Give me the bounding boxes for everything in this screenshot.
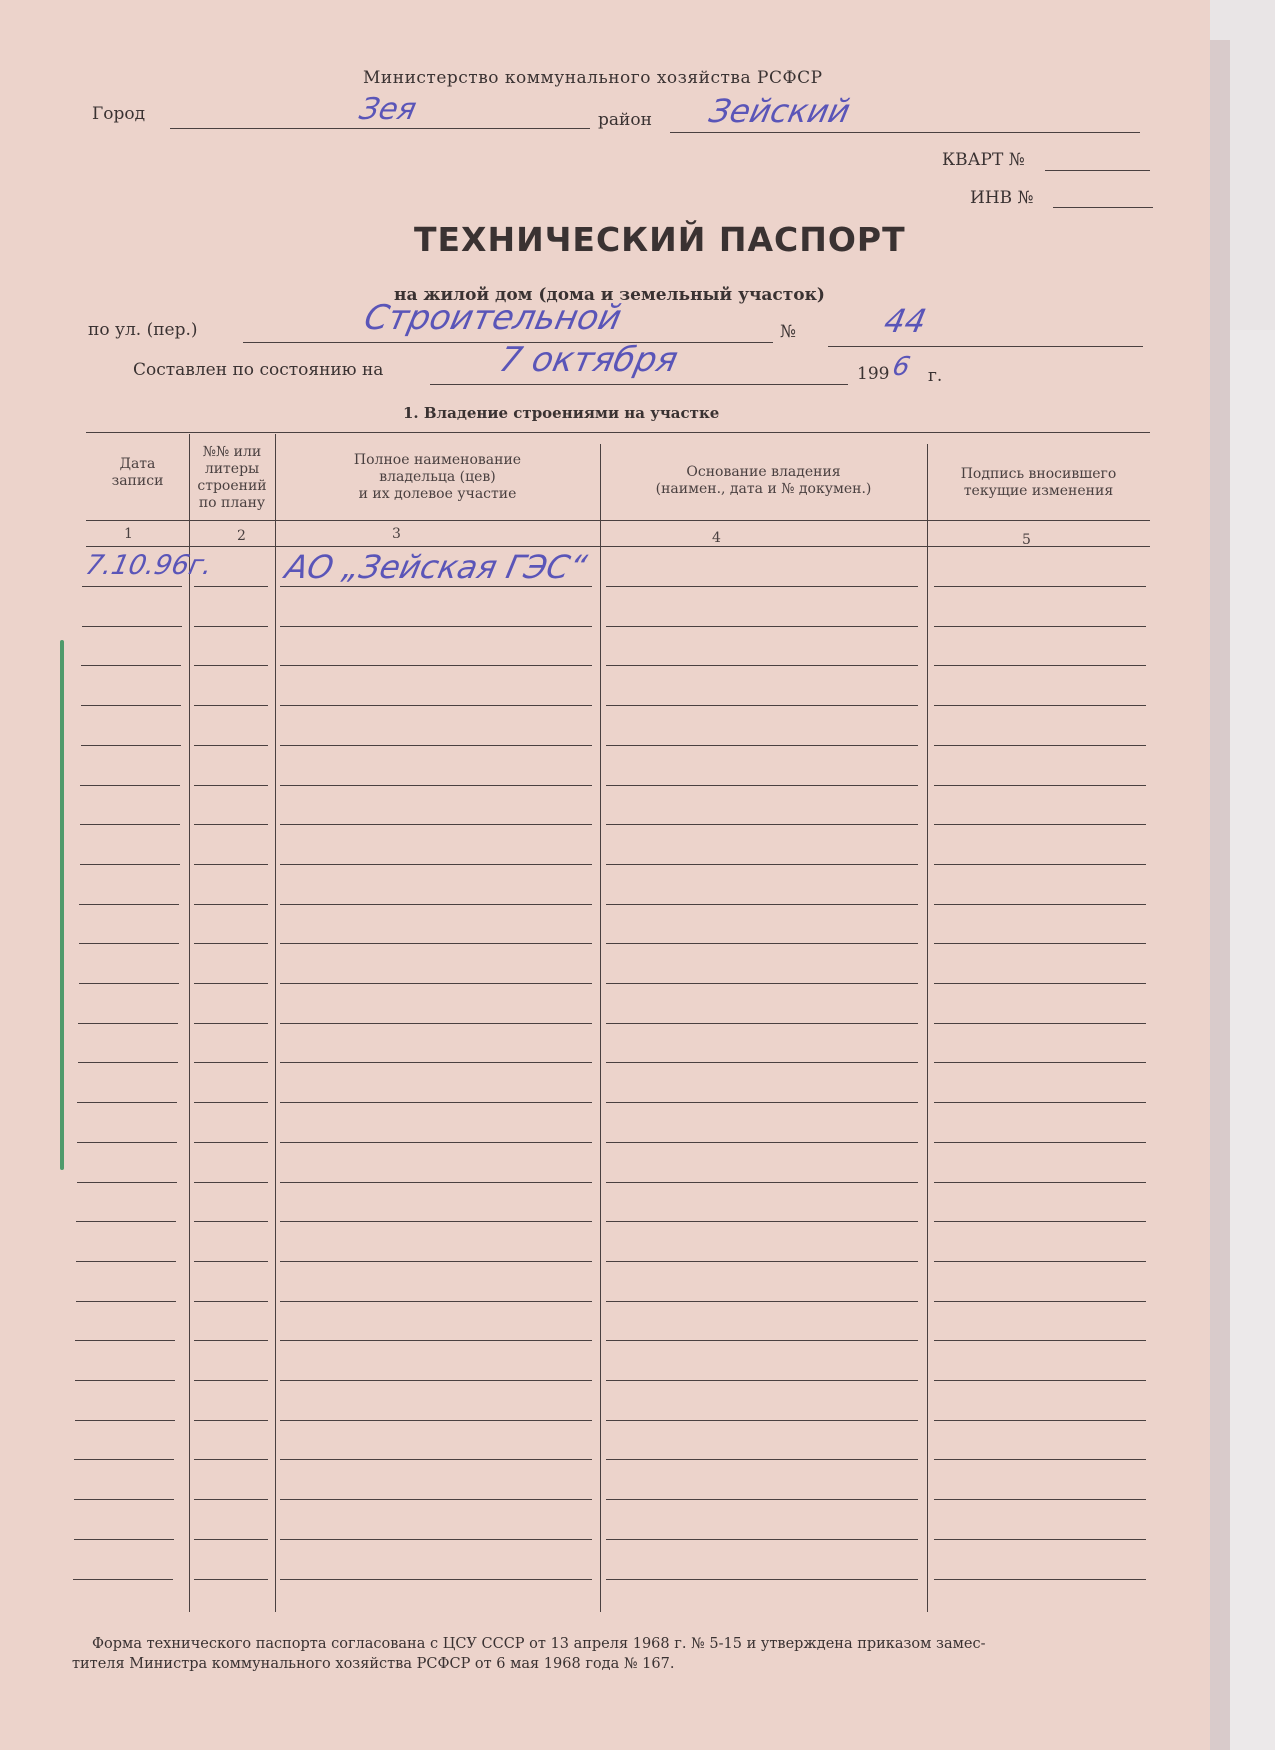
row-rule xyxy=(934,943,1146,944)
kvart-label: КВАРТ № xyxy=(942,150,1025,170)
row-rule xyxy=(78,1023,178,1024)
column-divider-2 xyxy=(275,434,276,1612)
row-rule xyxy=(194,1221,268,1222)
row-rule xyxy=(934,626,1146,627)
row-rule xyxy=(280,1261,592,1262)
row-rule xyxy=(81,665,181,666)
row-rule xyxy=(934,1261,1146,1262)
column-number-5: 5 xyxy=(1022,532,1031,548)
row-rule xyxy=(606,665,918,666)
row-rule xyxy=(934,1539,1146,1540)
row-rule xyxy=(194,1261,268,1262)
row-rule xyxy=(606,1420,918,1421)
row-rule xyxy=(280,745,592,746)
row-rule xyxy=(606,745,918,746)
row-rule xyxy=(606,904,918,905)
row-rule xyxy=(280,864,592,865)
row-rule xyxy=(76,1261,176,1262)
row-rule xyxy=(194,705,268,706)
column-divider-3 xyxy=(600,444,601,1612)
row-rule xyxy=(74,1539,174,1540)
row-rule xyxy=(280,904,592,905)
row-rule xyxy=(194,904,268,905)
row-rule xyxy=(280,983,592,984)
row-rule xyxy=(934,586,1146,587)
row-rule xyxy=(606,1102,918,1103)
row-rule xyxy=(73,1579,173,1580)
row-rule xyxy=(934,705,1146,706)
green-binding-mark xyxy=(60,640,64,1170)
district-value: Зейский xyxy=(705,92,854,130)
row-rule xyxy=(74,1459,174,1460)
row-rule xyxy=(934,1340,1146,1341)
column-header-4-text: Основание владения (наимен., дата и № докумен.) xyxy=(655,464,872,497)
column-header-5 xyxy=(927,466,1150,500)
row-rule xyxy=(79,904,179,905)
row-rule xyxy=(934,1221,1146,1222)
inv-underline xyxy=(1053,207,1153,208)
year-prefix: 199 xyxy=(857,364,890,384)
date-value: 7 октября xyxy=(495,340,682,380)
row-rule xyxy=(79,983,179,984)
background-page-edge xyxy=(1230,330,1275,1750)
year-unit: г. xyxy=(928,366,943,386)
row-rule xyxy=(75,1420,175,1421)
column-divider-1 xyxy=(189,434,190,1612)
row-rule xyxy=(280,1579,592,1580)
house-number-underline xyxy=(828,346,1143,347)
row-rule xyxy=(74,1499,174,1500)
row-rule xyxy=(606,1182,918,1183)
row-rule xyxy=(606,1023,918,1024)
row-rule xyxy=(280,1499,592,1500)
row-rule xyxy=(194,864,268,865)
row-rule xyxy=(606,785,918,786)
row-rule xyxy=(280,1380,592,1381)
row-rule xyxy=(606,1380,918,1381)
column-number-4: 4 xyxy=(712,530,721,546)
row-rule xyxy=(280,586,592,587)
row-rule xyxy=(77,1182,177,1183)
kvart-underline xyxy=(1045,170,1150,171)
row-rule xyxy=(194,824,268,825)
row-rule xyxy=(934,665,1146,666)
row-rule xyxy=(606,1340,918,1341)
row-rule xyxy=(934,1062,1146,1063)
row-rule xyxy=(194,1102,268,1103)
row-rule xyxy=(606,1142,918,1143)
row-rule xyxy=(194,983,268,984)
district-underline xyxy=(670,132,1140,133)
row-rule xyxy=(280,785,592,786)
row-rule xyxy=(81,705,181,706)
document-subtitle: на жилой дом (дома и земельный участок) xyxy=(394,285,825,305)
row-rule xyxy=(606,586,918,587)
column-header-2 xyxy=(189,444,275,512)
row-rule xyxy=(78,1062,178,1063)
row-rule xyxy=(280,1221,592,1222)
row-rule xyxy=(194,1301,268,1302)
row-rule xyxy=(934,1102,1146,1103)
ministry-heading: Министерство коммунального хозяйства РСФСР xyxy=(363,68,823,88)
row-rule xyxy=(280,1340,592,1341)
row-rule xyxy=(280,705,592,706)
row-rule xyxy=(934,1182,1146,1183)
row-rule xyxy=(280,1102,592,1103)
row-rule xyxy=(80,864,180,865)
row-rule xyxy=(82,586,182,587)
row-rule xyxy=(194,1499,268,1500)
year-suffix: 6 xyxy=(889,352,913,382)
row-rule xyxy=(606,1301,918,1302)
row-rule xyxy=(79,943,179,944)
row-rule xyxy=(934,1420,1146,1421)
row-rule xyxy=(934,824,1146,825)
row-rule xyxy=(77,1142,177,1143)
column-header-3-text: Полное наименование владельца (цев) и их долевое участие xyxy=(353,452,522,502)
row-rule xyxy=(194,1142,268,1143)
row-rule xyxy=(194,1062,268,1063)
district-label: район xyxy=(598,110,652,130)
street-value: Строительной xyxy=(360,298,625,338)
row-rule xyxy=(75,1380,175,1381)
row-rule xyxy=(194,1459,268,1460)
row-rule xyxy=(606,705,918,706)
column-header-5-text: Подпись вносившего текущие изменения xyxy=(960,466,1117,499)
row-rule xyxy=(934,745,1146,746)
row-rule xyxy=(194,665,268,666)
row-rule xyxy=(75,1340,175,1341)
row-rule xyxy=(194,1023,268,1024)
document-title: ТЕХНИЧЕСКИЙ ПАСПОРТ xyxy=(414,220,906,259)
city-label: Город xyxy=(92,104,146,124)
row-rule xyxy=(934,983,1146,984)
house-number-value: 44 xyxy=(880,302,930,340)
row-rule xyxy=(280,1062,592,1063)
footer-line-2: тителя Министра коммунального хозяйства РСФСР от 6 мая 1968 года № 167. xyxy=(72,1656,675,1672)
city-value: Зея xyxy=(356,92,420,127)
row-rule xyxy=(194,1579,268,1580)
row-rule xyxy=(606,1499,918,1500)
row-rule xyxy=(606,626,918,627)
house-number-label: № xyxy=(780,322,797,342)
row-rule xyxy=(80,785,180,786)
row-rule xyxy=(934,1380,1146,1381)
row-rule xyxy=(934,1023,1146,1024)
row-1-owner: АО „Зейская ГЭС“ xyxy=(281,548,590,586)
row-rule xyxy=(80,824,180,825)
row-1-date: 7.10.96г. xyxy=(82,550,216,581)
row-rule xyxy=(280,1539,592,1540)
row-rule xyxy=(194,785,268,786)
row-rule xyxy=(194,586,268,587)
row-rule xyxy=(76,1301,176,1302)
number-row-separator xyxy=(86,546,1150,547)
row-rule xyxy=(194,1420,268,1421)
row-rule xyxy=(606,1459,918,1460)
row-rule xyxy=(934,1142,1146,1143)
row-rule xyxy=(606,824,918,825)
column-divider-4 xyxy=(927,444,928,1612)
row-rule xyxy=(194,1539,268,1540)
column-header-1 xyxy=(86,456,189,490)
row-rule xyxy=(280,1142,592,1143)
row-rule xyxy=(280,1023,592,1024)
row-rule xyxy=(280,1420,592,1421)
row-rule xyxy=(606,1261,918,1262)
row-rule xyxy=(194,745,268,746)
inv-label: ИНВ № xyxy=(970,188,1034,208)
column-number-1: 1 xyxy=(124,526,133,542)
row-rule xyxy=(934,904,1146,905)
row-rule xyxy=(606,864,918,865)
row-rule xyxy=(280,943,592,944)
date-underline xyxy=(430,384,848,385)
row-rule xyxy=(194,1182,268,1183)
row-rule xyxy=(280,1182,592,1183)
row-rule xyxy=(606,1579,918,1580)
row-rule xyxy=(82,626,182,627)
row-rule xyxy=(606,1221,918,1222)
row-rule xyxy=(81,745,181,746)
city-underline xyxy=(170,128,590,129)
row-rule xyxy=(77,1102,177,1103)
row-rule xyxy=(606,943,918,944)
row-rule xyxy=(934,1579,1146,1580)
row-rule xyxy=(280,1301,592,1302)
row-rule xyxy=(934,1301,1146,1302)
row-rule xyxy=(280,824,592,825)
column-number-2: 2 xyxy=(237,528,246,544)
row-rule xyxy=(606,1062,918,1063)
date-label: Составлен по состоянию на xyxy=(133,360,384,380)
column-header-3 xyxy=(275,452,600,503)
row-rule xyxy=(280,1459,592,1460)
row-rule xyxy=(934,785,1146,786)
header-separator xyxy=(86,520,1150,521)
column-header-1-text: Дата записи xyxy=(111,456,164,489)
column-header-2-text: №№ или литеры строений по плану xyxy=(197,444,267,511)
row-rule xyxy=(194,626,268,627)
street-label: по ул. (пер.) xyxy=(88,320,198,340)
row-rule xyxy=(934,864,1146,865)
row-rule xyxy=(934,1499,1146,1500)
row-rule xyxy=(194,1340,268,1341)
table-top-border xyxy=(86,432,1150,433)
row-rule xyxy=(76,1221,176,1222)
section-title: 1. Владение строениями на участке xyxy=(403,404,720,422)
footer-line-1: Форма технического паспорта согласована с ЦСУ СССР от 13 апреля 1968 г. № 5-15 и утверждена приказом замес- xyxy=(92,1636,986,1652)
column-header-4 xyxy=(600,464,927,498)
row-rule xyxy=(280,626,592,627)
row-rule xyxy=(280,665,592,666)
row-rule xyxy=(194,943,268,944)
row-rule xyxy=(606,983,918,984)
row-rule xyxy=(934,1459,1146,1460)
column-number-3: 3 xyxy=(392,526,401,542)
row-rule xyxy=(194,1380,268,1381)
row-rule xyxy=(606,1539,918,1540)
